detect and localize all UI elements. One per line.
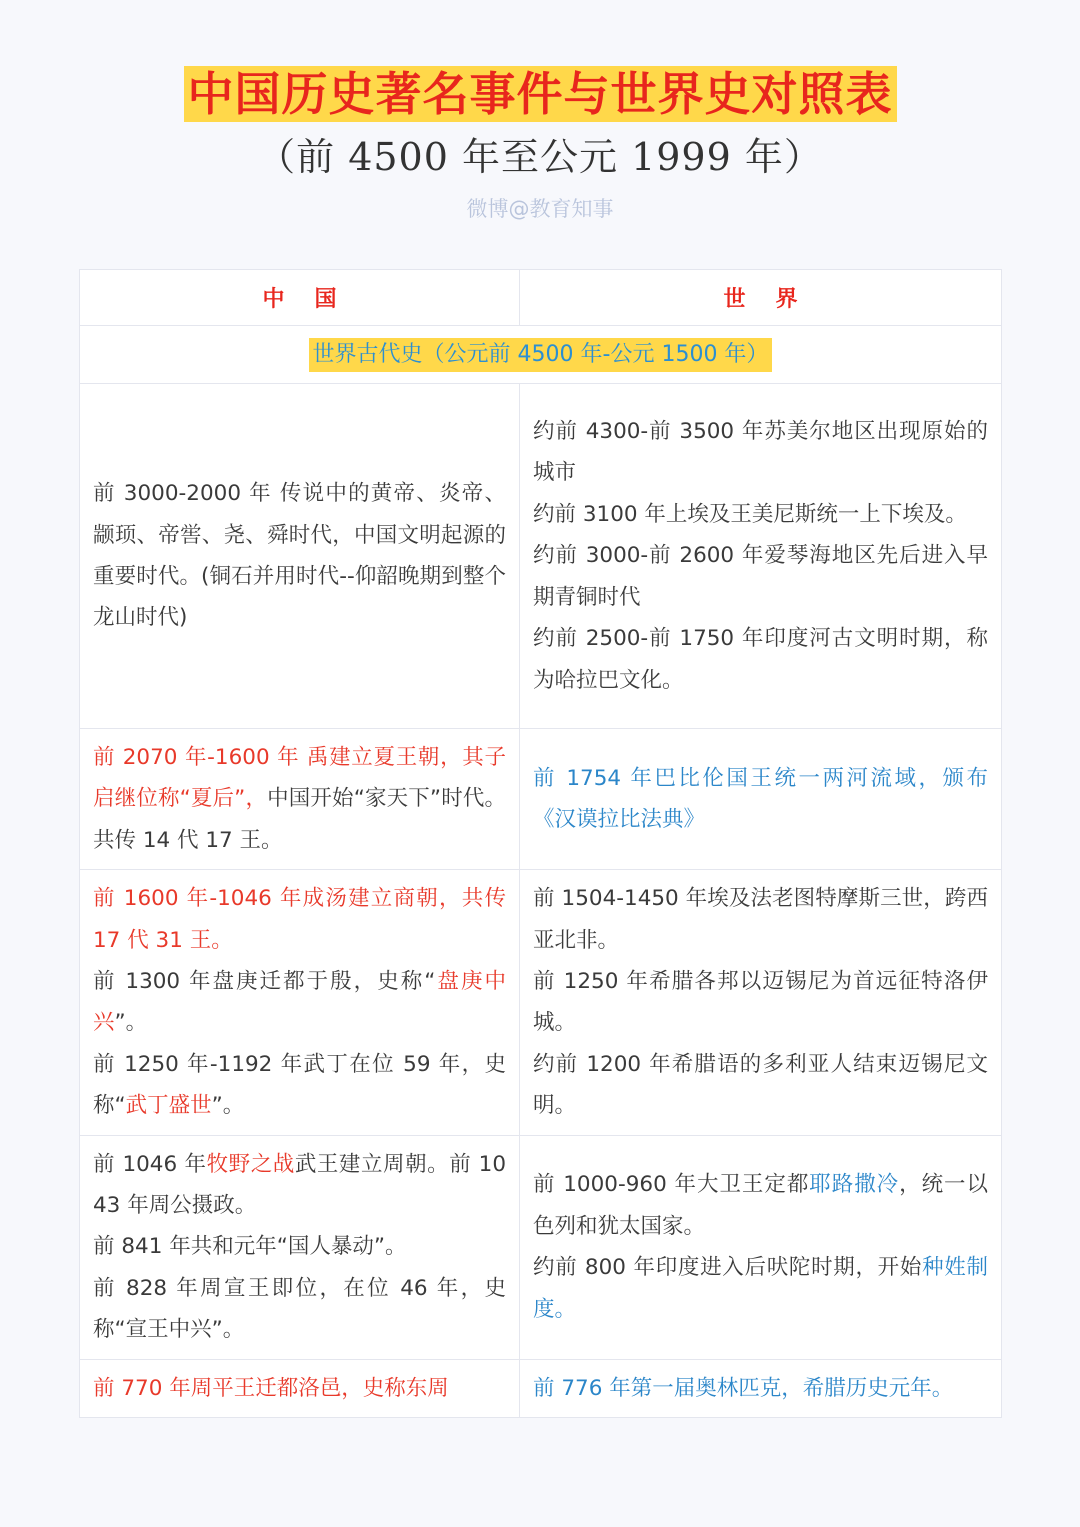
- world-cell: [520, 1135, 1002, 1359]
- china-event: [93, 1144, 506, 1227]
- world-event: 约前 3100 年上埃及王美尼斯统一上下埃及。: [533, 501, 967, 527]
- china-event-text: 武王建立周朝。前 1043 年周公摄政。: [93, 1151, 506, 1219]
- world-event: 前 1504-1450 年埃及法老图特摩斯三世，跨西亚北非。: [533, 886, 988, 953]
- title-wrap: [0, 66, 1080, 122]
- world-event: [533, 1247, 988, 1330]
- world-cell: [520, 870, 1002, 1135]
- world-event: 前 776 年第一届奥林匹克，希腊历史元年。: [533, 1375, 954, 1401]
- world-event: 前 1754 年巴比伦国王统一两河流域，颁布《汉谟拉比法典》: [533, 765, 988, 833]
- world-event-text: 前 1000-960 年大卫王定都: [533, 1172, 810, 1198]
- period-label: 世界古代史（公元前 4500 年-公元 1500 年）: [309, 338, 773, 372]
- table-row: [80, 1359, 1002, 1417]
- period-cell: [80, 326, 1002, 384]
- world-cell: [520, 1359, 1002, 1417]
- page-title: 中国历史著名事件与世界史对照表: [184, 66, 897, 122]
- china-cell: [80, 384, 520, 729]
- table-row: [80, 729, 1002, 870]
- china-event-highlight: 盘庚中兴: [93, 969, 506, 1036]
- period-row: [80, 326, 1002, 384]
- world-event: 前 1250 年希腊各邦以迈锡尼为首远征特洛伊城。: [533, 969, 988, 1036]
- china-event-text: 前 1046 年: [93, 1151, 207, 1177]
- china-event: 前 770 年周平王迁都洛邑，史称东周: [93, 1375, 449, 1401]
- china-event: [93, 737, 506, 861]
- china-cell: [80, 1135, 520, 1359]
- column-header-world: 世界: [520, 270, 1002, 326]
- world-event: 约前 4300-前 3500 年苏美尔地区出现原始的城市: [533, 419, 988, 486]
- china-event-highlight: 牧野之战: [206, 1151, 295, 1177]
- world-event: 约前 3000-前 2600 年爱琴海地区先后进入早期青铜时代: [533, 543, 988, 610]
- world-event-text: ，统一以色列和犹太国家。: [533, 1172, 988, 1239]
- china-event-highlight: 前 2070 年-1600 年 禹建立夏王朝，其子启继位称“夏后”，: [93, 745, 506, 812]
- china-event-text: ”。: [211, 1093, 245, 1119]
- world-cell: [520, 384, 1002, 729]
- china-event: [93, 1044, 506, 1127]
- page-subtitle: （前 4500 年至公元 1999 年）: [257, 135, 823, 179]
- china-event-text: 中国开始“家天下”时代。共传 14 代 17 王。: [93, 786, 507, 853]
- china-event-text: ”。: [114, 1010, 148, 1036]
- world-event: 约前 2500-前 1750 年印度河古文明时期，称为哈拉巴文化。: [533, 626, 988, 693]
- china-cell: [80, 729, 520, 870]
- china-event: 前 828 年周宣王即位，在位 46 年，史称“宣王中兴”。: [93, 1275, 506, 1343]
- column-header-china: 中国: [80, 270, 520, 326]
- table-header-row: [80, 270, 1002, 326]
- china-cell: [80, 1359, 520, 1417]
- china-event: [93, 961, 506, 1044]
- china-event-text: 前 1300 年盘庚迁都于殷，史称“: [93, 969, 436, 995]
- table-row: [80, 870, 1002, 1135]
- history-table: [79, 269, 1002, 1418]
- world-event-text: 约前 800 年印度进入后吠陀时期，开始: [533, 1255, 923, 1281]
- china-event: 前 841 年共和元年“国人暴动”。: [93, 1234, 407, 1260]
- china-event: 前 3000-2000 年 传说中的黄帝、炎帝、颛顼、帝喾、尧、舜时代，中国文明起源的重要时代。(铜石并用时代--仰韶晚期到整个龙山时代): [93, 481, 506, 631]
- world-cell: [520, 729, 1002, 870]
- table-row: [80, 384, 1002, 729]
- table-row: [80, 1135, 1002, 1359]
- china-event-highlight: 武丁盛世: [125, 1093, 212, 1119]
- world-event-highlight: 耶路撒冷: [809, 1172, 900, 1198]
- china-cell: [80, 870, 520, 1135]
- world-event: 约前 1200 年希腊语的多利亚人结束迈锡尼文明。: [533, 1051, 988, 1119]
- world-event-highlight: 种姓制度。: [533, 1255, 988, 1322]
- watermark: 微博@教育知事: [466, 197, 614, 221]
- china-event-text: 前 1250 年-1192 年武丁在位 59 年，史称“: [93, 1051, 506, 1119]
- world-event: [533, 1164, 988, 1247]
- china-event: 前 1600 年-1046 年成汤建立商朝，共传 17 代 31 王。: [93, 886, 506, 953]
